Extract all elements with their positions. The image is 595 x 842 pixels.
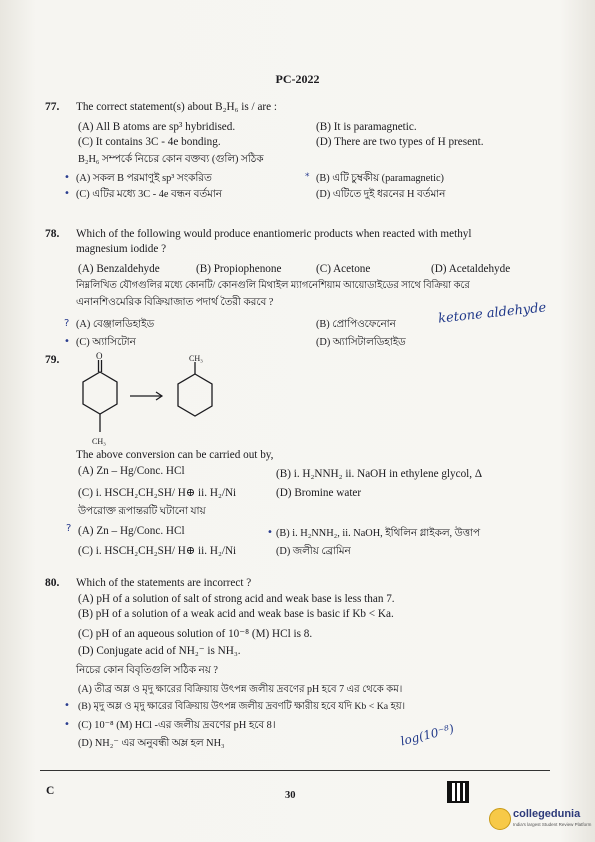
- oxygen-label: O: [96, 352, 103, 361]
- q77-bengali-option-d: (D) এটিতে দুই ধরনের H বর্তমান: [316, 189, 446, 200]
- question-79-number: 79.: [45, 354, 60, 366]
- q79-bengali-option-c: (C) i. HSCH₂CH₂SH/ H⊕ ii. H₂/Ni: [78, 545, 237, 557]
- q78-bengali-option-a: (A) বেঞ্জালডিহাইড: [76, 319, 155, 330]
- page-header: PC-2022: [275, 72, 320, 86]
- page-number: 30: [285, 790, 296, 801]
- question-78-line-1: Which of the following would produce enantiomeric products when reacted with methyl: [76, 228, 472, 240]
- q80-bengali-option-d: (D) NH₂⁻ এর অনুবন্ধী অম্ল হল NH₃: [78, 738, 225, 749]
- cyclohexanone-structure: [83, 360, 117, 432]
- q80-option-d: (D) Conjugate acid of NH₂⁻ is NH₃.: [78, 645, 241, 657]
- tick-mark-icon: •: [64, 700, 70, 711]
- collegedunia-logo-icon: [489, 808, 511, 830]
- q80-option-a: (A) pH of a solution of salt of strong acid and weak base is less than 7.: [78, 593, 395, 605]
- tick-mark-icon: *: [305, 172, 310, 182]
- handwritten-note: ketone aldehyde: [437, 300, 547, 327]
- q79-option-b: (B) i. H₂NNH₂ ii. NaOH in ethylene glycol, Δ: [276, 468, 483, 480]
- q80-bengali-option-c: (C) 10⁻⁸ (M) HCl -এর জলীয় দ্রবণের pH হবে 8।: [78, 720, 276, 731]
- q79-bengali-text: উপরোক্ত রূপান্তরটি ঘটানো যায়: [78, 506, 206, 517]
- q77-option-d: (D) There are two types of H present.: [316, 136, 484, 148]
- q77-option-a: (A) All B atoms are sp³ hybridised.: [78, 121, 236, 133]
- q78-bengali-line-1: নিম্নলিখিত যৌগগুলির মধ্যে কোনটি/ কোনগুলি মিথাইল ম্যাগনেশিয়াম আয়োডাইডের সাথে বিক্রিয়া করে: [76, 280, 470, 291]
- reaction-arrow-icon: [130, 392, 162, 400]
- tick-mark-icon: ?: [64, 318, 70, 329]
- q79-bengali-option-d: (D) জলীয় ব্রোমিন: [276, 546, 351, 557]
- q77-bengali-option-a: (A) সকল B পরমাণুই sp³ সংকরিত: [76, 173, 212, 184]
- tick-mark-icon: •: [64, 719, 70, 730]
- q78-bengali-option-b: (B) প্রোপিওফেনোন: [316, 319, 396, 330]
- question-80-text: Which of the statements are incorrect ?: [76, 577, 252, 589]
- q78-option-b: (B) Propiophenone: [196, 263, 282, 275]
- q79-option-a: (A) Zn – Hg/Conc. HCl: [78, 465, 185, 477]
- q77-bengali-option-c: (C) এটির মধ্যে 3C - 4e বন্ধন বর্তমান: [76, 189, 222, 200]
- question-77-number: 77.: [45, 101, 60, 113]
- reaction-scheme-diagram: [70, 352, 240, 448]
- tick-mark-icon: ?: [66, 523, 72, 534]
- q78-bengali-line-2: এনানশিওমেরিক বিক্রিয়াজাত পদার্থ তৈরী করবে ?: [76, 297, 274, 308]
- methyl-label-top: CH₃: [189, 354, 203, 363]
- question-79-text: The above conversion can be carried out by,: [76, 449, 274, 461]
- q79-option-d: (D) Bromine water: [276, 487, 362, 499]
- q78-bengali-option-d: (D) অ্যাসিটালডিহাইড: [316, 337, 406, 348]
- q78-bengali-option-c: (C) অ্যাসিটোন: [76, 337, 136, 348]
- q77-bengali-text: B₂H₆ সম্পর্কে নিচের কোন বক্তব্য (গুলি) সঠিক: [78, 154, 264, 165]
- handwritten-note: log(10⁻⁸): [399, 721, 456, 749]
- brand-tagline: India's largest Student Review Platform: [513, 822, 592, 827]
- q80-option-b: (B) pH of a solution of a weak acid and weak base is basic if Kb < Ka.: [78, 608, 394, 620]
- q80-bengali-option-b: (B) মৃদু অম্ল ও মৃদু ক্ষারের বিক্রিয়ায় উৎপন্ন জলীয় দ্রবণটি ক্ষারীয় হবে যদি Kb < Ka হয়।: [78, 701, 406, 712]
- q78-option-a: (A) Benzaldehyde: [78, 263, 160, 275]
- q79-bengali-option-a: (A) Zn – Hg/Conc. HCl: [78, 525, 185, 537]
- q79-option-c: (C) i. HSCH₂CH₂SH/ H⊕ ii. H₂/Ni: [78, 487, 237, 499]
- q78-option-c: (C) Acetone: [316, 263, 371, 275]
- q77-bengali-option-b: (B) এটি চুম্বকীয় (paramagnetic): [316, 173, 444, 184]
- tick-mark-icon: •: [267, 527, 273, 538]
- q80-bengali-text: নিচের কোন বিবৃতিগুলি সঠিক নয় ?: [76, 665, 218, 676]
- question-77-text: The correct statement(s) about B₂H₆ is / are :: [76, 101, 278, 113]
- question-78-number: 78.: [45, 228, 60, 240]
- q80-bengali-option-a: (A) তীব্র অম্ল ও মৃদু ক্ষারের বিক্রিয়ায় উৎপন্ন জলীয় দ্রবণের pH হবে 7 এর থেকে কম।: [78, 684, 403, 695]
- q80-option-c: (C) pH of an aqueous solution of 10⁻⁸ (M) HCl is 8.: [78, 628, 313, 640]
- question-80-number: 80.: [45, 577, 60, 589]
- q77-option-b: (B) It is paramagnetic.: [316, 121, 417, 133]
- q77-option-c: (C) It contains 3C - 4e bonding.: [78, 136, 221, 148]
- qr-code-icon: [447, 781, 469, 803]
- methyl-label-bottom: CH₃: [92, 437, 106, 446]
- tick-mark-icon: •: [64, 336, 70, 347]
- tick-mark-icon: •: [64, 188, 70, 199]
- brand-name: collegedunia: [513, 808, 581, 820]
- tick-mark-icon: •: [64, 172, 70, 183]
- q78-option-d: (D) Acetaldehyde: [431, 263, 511, 275]
- q79-bengali-option-b: (B) i. H₂NNH₂, ii. NaOH, ইথিলিন গ্লাইকল, উত্তাপ: [276, 528, 480, 539]
- question-78-line-2: magnesium iodide ?: [76, 243, 167, 255]
- booklet-set: C: [46, 785, 55, 797]
- footer-rule: [40, 770, 550, 771]
- methylcyclohexane-structure: [178, 362, 212, 416]
